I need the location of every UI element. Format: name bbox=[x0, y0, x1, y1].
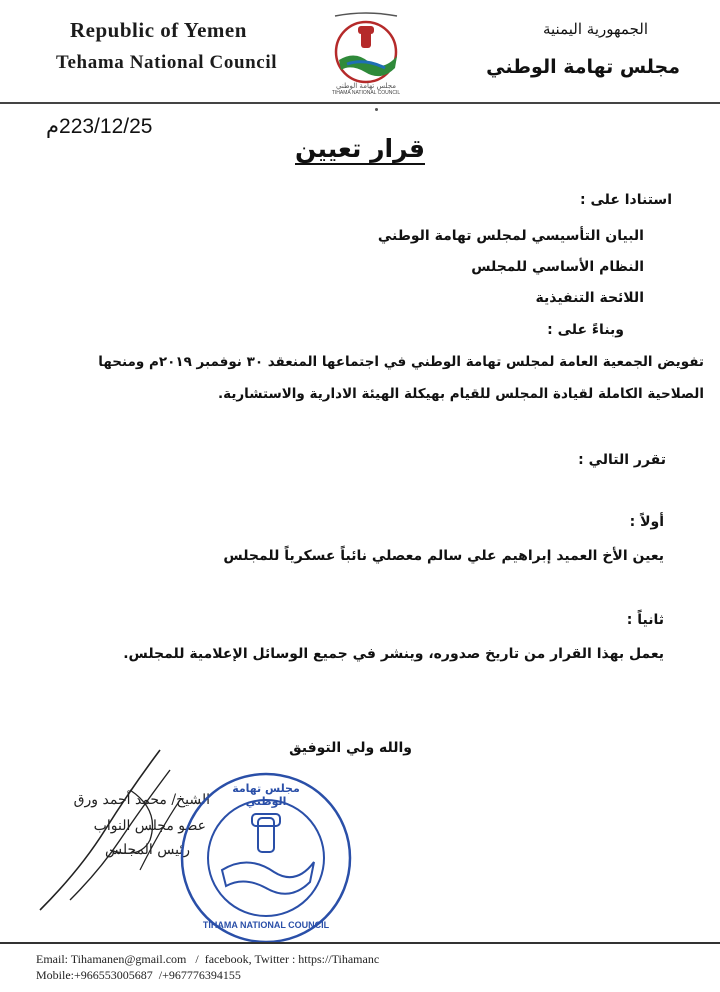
document-date: 223/12/25م bbox=[46, 115, 153, 138]
mandate-line-2: الصلاحية الكاملة لقيادة المجلس للقيام بهيكلة الهيئة الادارية والاستشارية. bbox=[218, 386, 704, 402]
header-ar-line2: مجلس تهامة الوطني bbox=[486, 56, 680, 78]
and-based-on-label: وبناءً على : bbox=[547, 322, 624, 338]
logo-en-caption: TIHAMA NATIONAL COUNCIL bbox=[331, 90, 401, 96]
document-title: قرار تعيين bbox=[295, 134, 425, 163]
header-en-line1: Republic of Yemen bbox=[70, 18, 247, 42]
mandate-line-1: تفويض الجمعية العامة لمجلس تهامة الوطني في اجتماعها المنعقد ٣٠ نوفمبر ٢٠١٩م ومنحها bbox=[98, 354, 704, 370]
signature-title-2: رئيس المجلس bbox=[105, 842, 190, 858]
based-on-label: استنادا على : bbox=[579, 192, 672, 208]
footer-divider bbox=[0, 942, 720, 944]
council-stamp bbox=[178, 770, 354, 946]
footer-contact-line: Email: Tihamanen@gmail.com / facebook, Twitter : https://Tihamanc bbox=[36, 952, 380, 966]
first-label: أولاً : bbox=[629, 514, 664, 530]
decides-label: تقرر التالي : bbox=[578, 452, 666, 468]
header-ar-line1: الجمهورية اليمنية bbox=[542, 20, 648, 38]
based-on-item-3: اللائحة التنفيذية bbox=[535, 290, 644, 306]
logo-ar-caption: مجلس تهامة الوطني bbox=[336, 82, 396, 90]
header-en-line2: Tehama National Council bbox=[56, 52, 278, 73]
based-on-item-2: النظام الأساسي للمجلس bbox=[471, 259, 644, 275]
signature-title-1: عضو مجلس النواب bbox=[93, 818, 206, 834]
stamp-ar-text: مجلس تهامة الوطني bbox=[232, 782, 300, 808]
closing-text: والله ولي التوفيق bbox=[289, 740, 412, 756]
center-dot bbox=[375, 108, 378, 111]
signature-name: الشيخ/ محمد أحمد ورق bbox=[73, 792, 210, 808]
footer-mobile-line: Mobile:+966553005687 /+967776394155 bbox=[36, 968, 241, 982]
header-divider bbox=[0, 102, 720, 104]
stamp-en-text: TIHAMA NATIONAL COUNCIL bbox=[202, 920, 330, 930]
second-label: ثانياً : bbox=[626, 612, 664, 628]
first-text: يعين الأخ العميد إبراهيم علي سالم معصلي نائباً عسكرياً للمجلس bbox=[223, 548, 664, 564]
based-on-item-1: البيان التأسيسي لمجلس تهامة الوطني bbox=[377, 228, 644, 244]
second-text: يعمل بهذا القرار من تاريخ صدوره، وينشر في جميع الوسائل الإعلامية للمجلس. bbox=[123, 646, 664, 662]
council-logo bbox=[325, 12, 407, 96]
